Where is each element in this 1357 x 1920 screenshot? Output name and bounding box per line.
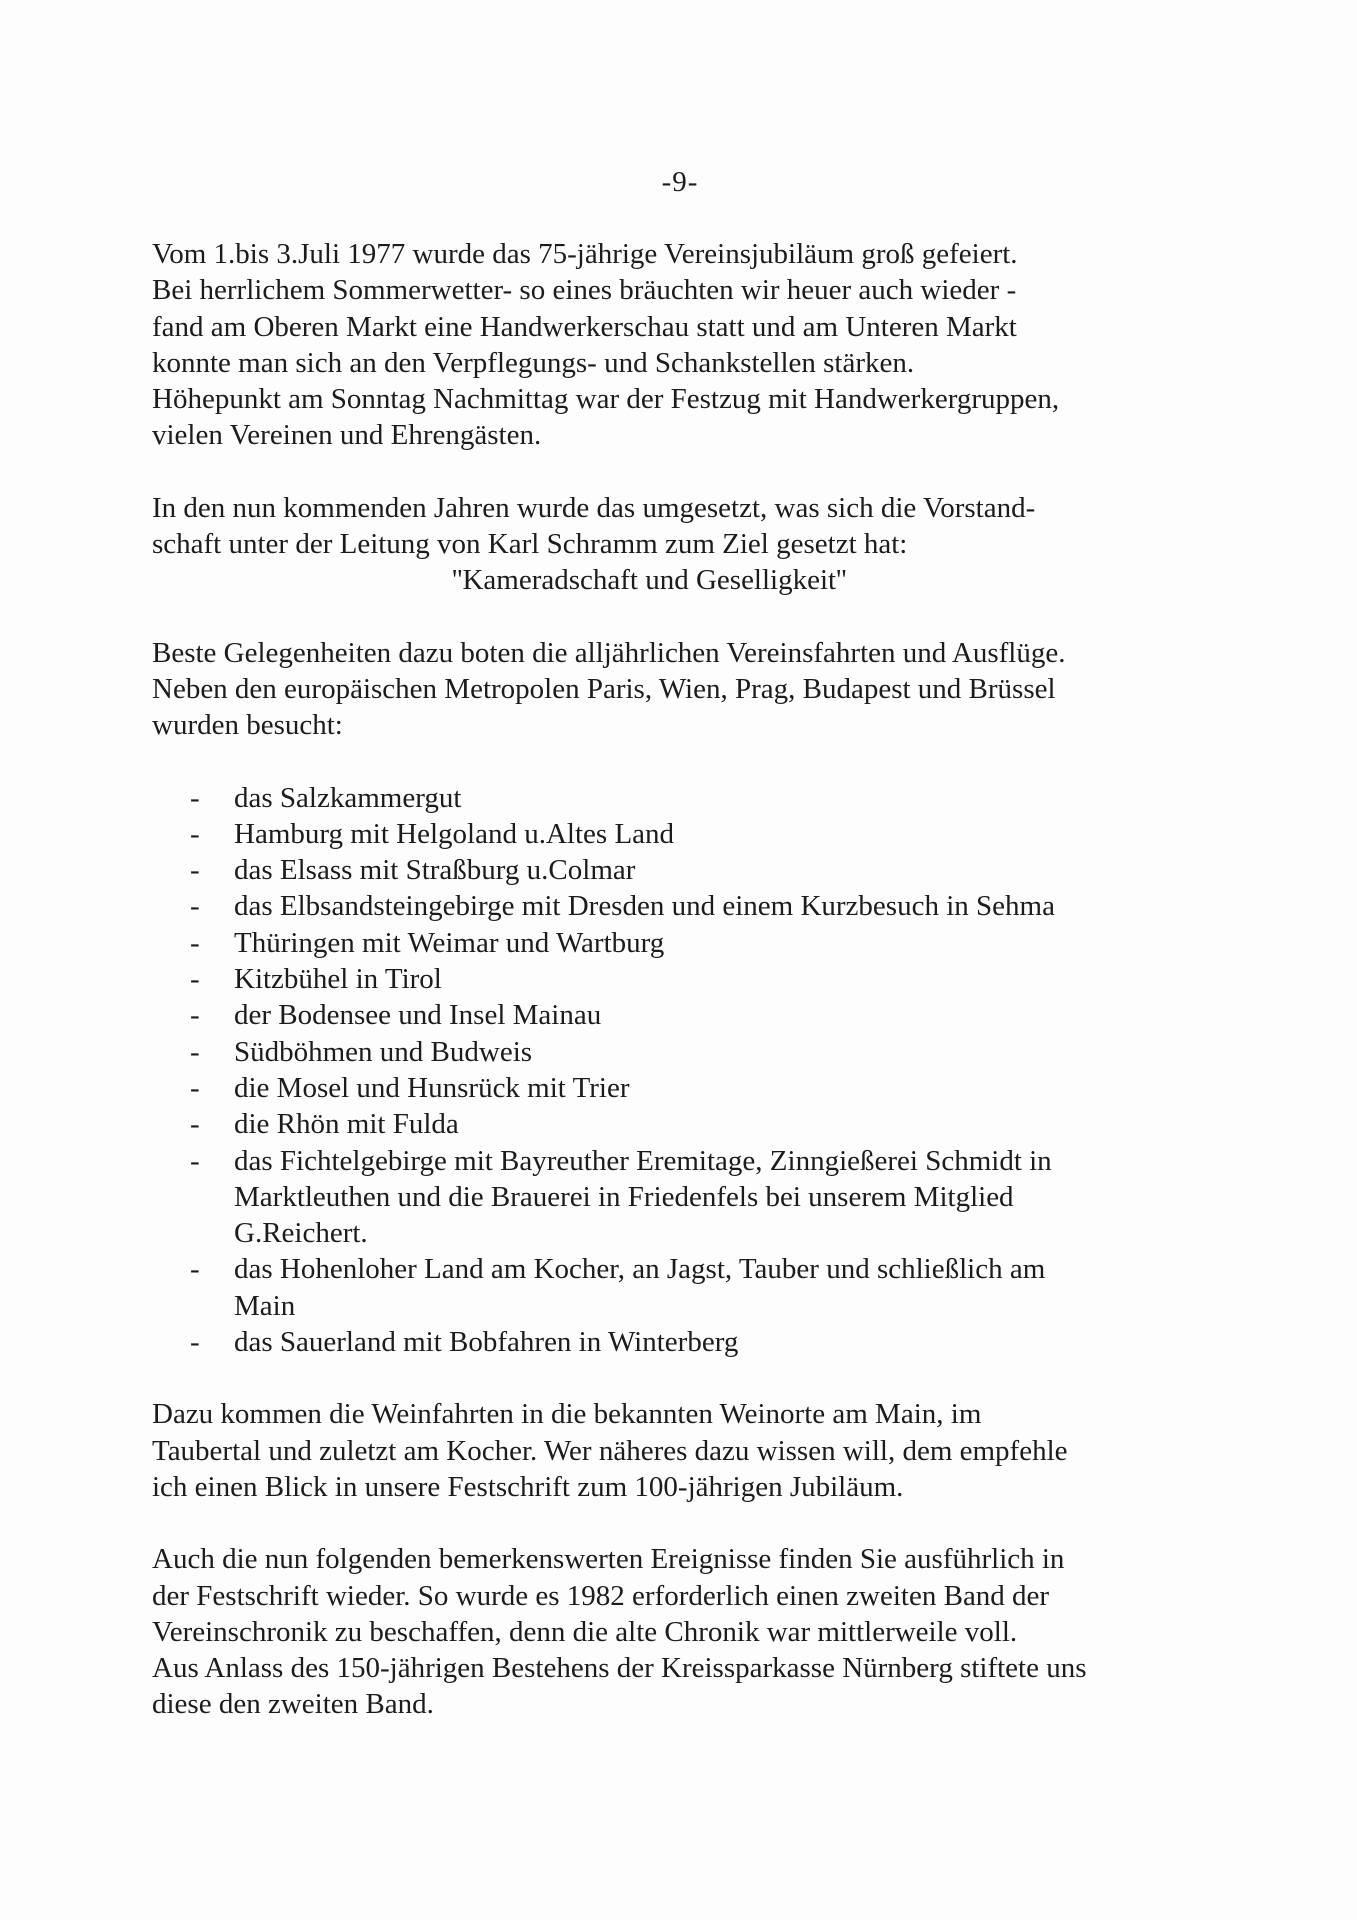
list-dash: - [190,963,200,996]
list-item-text: das Sauerland mit Bobfahren in Winterberg [234,1326,739,1359]
list-item-text: das Fichtelgebirge mit Bayreuther Eremitage, Zinngießerei Schmidt in [234,1144,1052,1177]
list-item [152,1106,1212,1142]
text-line: der Festschrift wieder. So wurde es 1982 erforderlich einen zweiten Band der [152,1579,1050,1612]
paragraph-chronicle [152,1541,1212,1722]
list-item [152,925,1212,961]
text-line: Aus Anlass des 150-jährigen Bestehens der Kreissparkasse Nürnberg stiftete uns [152,1652,1087,1685]
list-item [152,1070,1212,1106]
list-item [152,997,1212,1033]
list-dash: - [190,890,200,923]
list-item-text: das Elbsandsteingebirge mit Dresden und einem Kurzbesuch in Sehma [234,890,1055,923]
list-dash: - [190,854,200,887]
paragraph-motto [152,490,1212,599]
list-item [152,780,1212,816]
list-item-text: das Hohenloher Land am Kocher, an Jagst, Tauber und schließlich am [234,1253,1046,1286]
list-item-text: Main [234,1289,296,1322]
text-line: Beste Gelegenheiten dazu boten die alljährlichen Vereinsfahrten und Ausflüge. [152,636,1066,669]
page-number: -9- [661,166,699,198]
list-item [152,1143,1212,1252]
text-line: In den nun kommenden Jahren wurde das umgesetzt, was sich die Vorstand- [152,491,1036,524]
text-line: Bei herrlichem Sommerwetter- so eines bräuchten wir heuer auch wieder - [152,274,1017,307]
list-item-text: Kitzbühel in Tirol [234,963,442,996]
text-line: vielen Vereinen und Ehrengästen. [152,419,542,452]
paragraph-jubilee [152,236,1212,454]
list-item-text: der Bodensee und Insel Mainau [234,999,602,1032]
text-line: Vereinschronik zu beschaffen, denn die alte Chronik war mittlerweile voll. [152,1615,1018,1648]
text-line: konnte man sich an den Verpflegungs- und Schankstellen stärken. [152,346,915,379]
text-line: Neben den europäischen Metropolen Paris, Wien, Prag, Budapest und Brüssel [152,672,1056,705]
list-item [152,961,1212,997]
list-item-text: Hamburg mit Helgoland u.Altes Land [234,817,675,850]
list-item-text: das Salzkammergut [234,781,462,814]
motto-quote: ''Kameradschaft und Geselligkeit'' [452,564,847,597]
list-item-text: G.Reichert. [234,1217,368,1250]
text-line: Auch die nun folgenden bemerkenswerten Ereignisse finden Sie ausführlich in [152,1543,1065,1576]
list-item-text: die Rhön mit Fulda [234,1108,459,1141]
list-item-text: die Mosel und Hunsrück mit Trier [234,1071,630,1104]
list-dash: - [190,926,200,959]
text-line: Vom 1.bis 3.Juli 1977 wurde das 75-jährige Vereinsjubiläum groß gefeiert. [152,238,1018,270]
list-item [152,1034,1212,1070]
list-dash: - [190,999,200,1032]
destination-list [152,780,1212,1361]
list-dash: - [190,1035,200,1068]
list-dash: - [190,1071,200,1104]
text-line: wurden besucht: [152,709,343,742]
text-line: Höhepunkt am Sonntag Nachmittag war der Festzug mit Handwerkergruppen, [152,383,1060,416]
text-line: fand am Oberen Markt eine Handwerkerschau statt und am Unteren Markt [152,310,1017,343]
list-item-text: Thüringen mit Weimar und Wartburg [234,926,665,959]
page-body [152,236,1212,1759]
text-line: Dazu kommen die Weinfahrten in die bekannten Weinorte am Main, im [152,1398,982,1431]
list-item [152,816,1212,852]
list-item-text: Marktleuthen und die Brauerei in Friedenfels bei unserem Mitglied [234,1180,1014,1213]
text-line: ich einen Blick in unsere Festschrift zum 100-jährigen Jubiläum. [152,1470,904,1503]
text-line: schaft unter der Leitung von Karl Schramm zum Ziel gesetzt hat: [152,528,908,561]
list-item [152,1324,1212,1360]
list-item-text: das Elsass mit Straßburg u.Colmar [234,854,636,887]
text-line: diese den zweiten Band. [152,1688,434,1721]
list-dash: - [190,1144,200,1177]
list-dash: - [190,1108,200,1141]
list-item [152,888,1212,924]
list-item-text: Südböhmen und Budweis [234,1035,533,1068]
list-dash: - [190,817,200,850]
list-dash: - [190,781,200,814]
list-item [152,1251,1212,1324]
paragraph-trips-intro [152,635,1212,744]
list-item [152,852,1212,888]
text-line: Taubertal und zuletzt am Kocher. Wer näheres dazu wissen will, dem empfehle [152,1434,1068,1467]
list-dash: - [190,1253,200,1286]
paragraph-wine-trips [152,1396,1212,1505]
list-dash: - [190,1326,200,1359]
